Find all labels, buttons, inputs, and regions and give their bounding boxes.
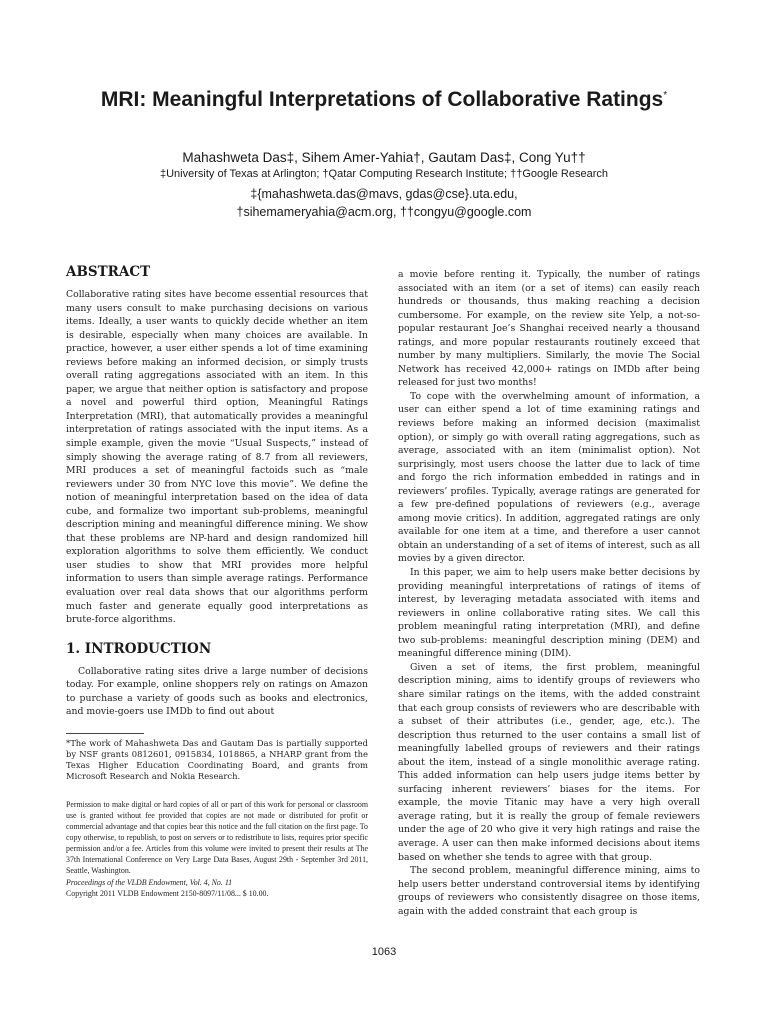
body-paragraph: a movie before renting it. Typically, the number of ratings associated with an item (or a set of items) can easily reach hundreds or thousands, thus making reaching a decision cumbersome. For example, on the review site Yelp, a not-so-popular restaurant Joe’s Shanghai received nearly a thousand ratings, and more popular restaurants routinely exceed that number by many multipliers. Similarly, the movie The Social Network has received 42,000+ ratings on IMDb after being released for just two months! [398, 269, 700, 389]
proceedings-line: Proceedings of the VLDB Endowment, Vol. 4, No. 11 [66, 877, 233, 887]
abstract-text: Collaborative rating sites have become essential resources that many users consult to make purchasing decisions on various items. Ideally, a user wants to quickly decide whether an item is desirable, especially when many choices are available. In practice, however, a user either spends a lot of time examining reviews before making an informed decision, or simply trusts overall rating aggregations associated with an item. In this paper, we argue that neither option is satisfactory and propose a novel and powerful third option, Meaningful Ratings Interpretation (MRI), that automatically provides a meaningful interpretation of ratings associated with the input items. As a simple example, given the movie “Usual Suspects,” instead of simply showing the average rating of 8.7 from all reviewers, MRI produces a set of meaningful factoids such as “male reviewers under 30 from NYC love this movie”. We define the notion of meaningful interpretation based on the idea of data cube, and formalize two important sub-problems, meaningful description mining and meaningful difference mining. We show that these problems are NP-hard and design randomized hill exploration algorithms to solve them efficiently. We conduct user studies to show that MRI provides more helpful information to users than simple average ratings. Performance evaluation over real data shows that our algorithms perform much faster and generate equally good interpretations as brute-force algorithms. [66, 289, 368, 626]
introduction-text: Collaborative rating sites drive a large number of decisions today. For example, online shoppers rely on ratings on Amazon to purchase a variety of goods such as books and electronics, and movie-goers use IMDb to find out about [66, 665, 368, 718]
introduction-heading: 1. INTRODUCTION [66, 640, 212, 657]
author-list: Mahashweta Das‡, Sihem Amer-Yahia†, Gautam Das‡, Cong Yu†† [182, 150, 586, 165]
author-emails [0, 185, 768, 221]
page-number: 1063 [371, 946, 397, 958]
left-column [66, 264, 368, 899]
body-paragraph: To cope with the overwhelming amount of information, a user can either spend a lot of time examining ratings and reviews before making an informed decision (maximalist option), or simply go with overall rating aggregations, such as average, associated with an item (minimalist option). Not surprisingly, most users choose the latter due to lack of time and forgo the rich information embedded in ratings and in reviewers’ profiles. Typically, average ratings are generated for a few pre-defined populations of reviewers (e.g., average among movie critics). In addition, aggregated ratings are only available for one item at a time, and therefore a user cannot obtain an understanding of a set of items of interest, such as all movies by a given director. [398, 390, 700, 565]
affiliations: ‡University of Texas at Arlington; †Qatar Computing Research Institute; ††Google Research [160, 168, 608, 180]
right-column [398, 268, 700, 918]
abstract-heading: ABSTRACT [66, 264, 151, 280]
body-paragraph: Given a set of items, the first problem, meaningful description mining, aims to identify groups of reviewers who share similar ratings on the items, with the added constraint that each group consists of reviewers who are describable with a subset of their attributes (i.e., gender, age, etc.). The description thus returned to the user contains a small list of meaningfully labelled groups of reviewers and their ratings about the item, instead of a single monolithic average rating. This added information can help users judge items better by surfacing inherent reviewers’ biases for the items. For example, the movie Titanic may have a very high overall average rating, but it is really the group of female reviewers under the age of 20 who give it very high ratings and raise the average. A user can then make informed decisions about items based on whether she tends to agree with that group. [398, 661, 700, 863]
title-footnote-mark: * [663, 90, 668, 101]
body-paragraph: In this paper, we aim to help users make better decisions by providing meaningful interpretations of ratings of items of interest, by leveraging metadata associated with items and reviewers in online collaborative rating sites. We call this problem meaningful rating interpretation (MRI), and define two sub-problems: meaningful description mining (DEM) and meaningful difference mining (DIM). [398, 567, 700, 660]
paper-title [0, 88, 768, 112]
email-line: ‡{mahashweta.das@mavs, gdas@cse}.uta.edu, [250, 187, 518, 201]
body-paragraph: The second problem, meaningful difference mining, aims to help users better understand controversial items by identifying groups of reviewers who consistently disagree on those items, again with the added constraint that each group is [398, 865, 700, 917]
funding-footnote: *The work of Mahashweta Das and Gautam Das is partially supported by NSF grants 0812601, 0915834, 1018865, a NHARP grant from the Texas Higher Education Coordinating Board, and grants from Microsoft Research and Nokia Research. [66, 737, 368, 781]
footnote-divider [66, 733, 144, 734]
title-text: MRI: Meaningful Interpretations of Collaborative Ratings [100, 88, 664, 111]
permission-text: Permission to make digital or hard copies of all or part of this work for personal or classroom use is granted without fee provided that copies are not made or distributed for profit or commercial advantage and that copies bear this notice and the full citation on the first page. To copy otherwise, to republish, to post on servers or to redistribute to lists, requires prior specific permission and/or a fee. Articles from this volume were invited to present their results at The 37th International Conference on Very Large Data Bases, August 29th - September 3rd 2011, Seattle, Washington. [66, 799, 368, 876]
permission-notice [66, 799, 368, 899]
email-line: †sihemameryahia@acm.org, ††congyu@google.com [236, 205, 532, 219]
copyright-line: Copyright 2011 VLDB Endowment 2150-8097/11/08... $ 10.00. [66, 888, 269, 898]
